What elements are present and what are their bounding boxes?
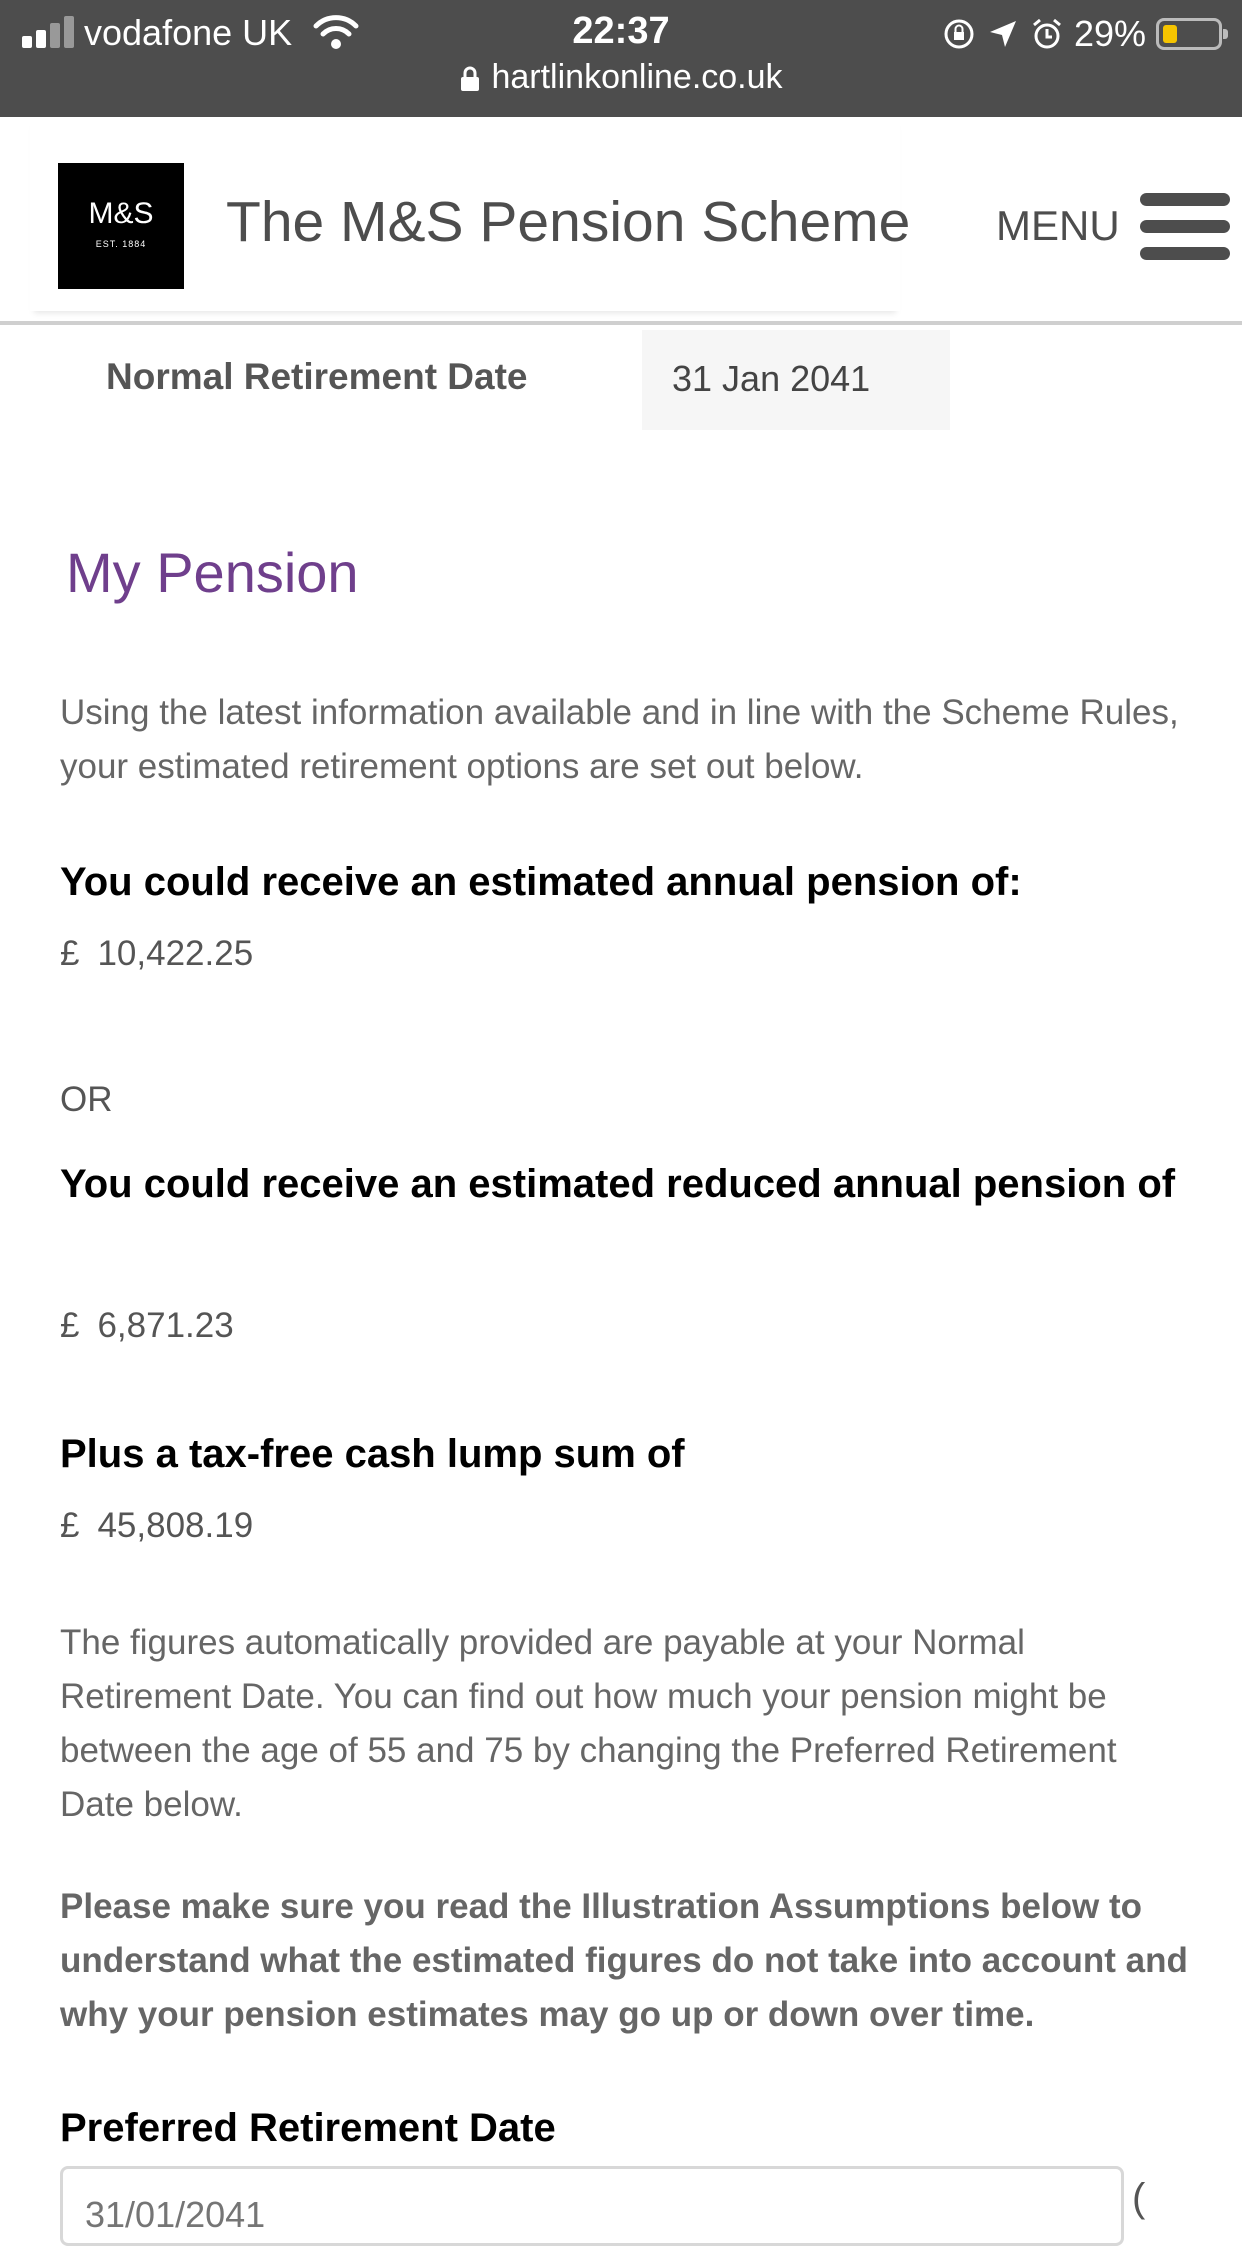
intro-text: Using the latest information available and in line with the Scheme Rules, your estimated retirement options are set out below.	[60, 693, 1179, 786]
site-header	[0, 117, 1242, 325]
reduced-pension-heading: You could receive an estimated reduced annual pension of	[60, 1162, 1176, 1206]
url-text: hartlinkonline.co.uk	[491, 58, 783, 96]
lump-sum-amount	[60, 1506, 253, 1546]
currency-symbol: £	[60, 1306, 80, 1345]
carrier-name: vodafone UK	[84, 12, 293, 53]
page-title: My Pension	[66, 541, 359, 604]
brand-title: The M&S Pension Scheme	[226, 190, 911, 254]
currency-symbol: £	[60, 1506, 80, 1545]
alarm-icon	[1030, 17, 1064, 51]
annual-pension-heading: You could receive an estimated annual pension of:	[60, 860, 1022, 904]
annual-pension-value: 10,422.25	[97, 934, 254, 973]
address-bar[interactable]	[0, 58, 1242, 97]
currency-symbol: £	[60, 934, 80, 973]
figures-note: The figures automatically provided are payable at your Normal Retirement Date. You can find out how much your pension might be between the age of 55 and 75 by changing the Preferred Retirement Date below.	[60, 1623, 1117, 1824]
rotation-lock-icon	[942, 17, 976, 51]
status-bar	[0, 0, 1242, 117]
reduced-pension-value: 6,871.23	[97, 1306, 234, 1345]
ms-logo[interactable]: M&S EST. 1884	[58, 163, 184, 289]
battery-percent: 29%	[1073, 13, 1146, 54]
clock: 22:37	[572, 10, 670, 52]
annual-pension-amount	[60, 934, 253, 974]
lump-sum-heading: Plus a tax-free cash lump sum of	[60, 1432, 685, 1476]
location-arrow-icon	[986, 17, 1020, 51]
normal-retirement-date-value: 31 Jan 2041	[672, 358, 871, 399]
lock-icon	[459, 65, 481, 93]
lump-sum-value: 45,808.19	[97, 1506, 254, 1545]
preferred-retirement-date-input[interactable]	[60, 2166, 1124, 2246]
normal-retirement-date-field	[642, 330, 950, 430]
menu-label[interactable]: MENU	[996, 202, 1120, 249]
date-picker-trailing-text: (	[1132, 2176, 1146, 2220]
reduced-pension-amount	[60, 1306, 234, 1346]
preferred-retirement-date-label: Preferred Retirement Date	[60, 2106, 556, 2150]
or-separator: OR	[60, 1080, 113, 1119]
assumptions-note: Please make sure you read the Illustration Assumptions below to understand what the estimated figures do not take into account and why your pension estimates may go up or down over time.	[60, 1887, 1188, 2034]
battery-icon	[1156, 18, 1222, 50]
normal-retirement-date-label: Normal Retirement Date	[106, 356, 528, 397]
hamburger-menu-icon[interactable]	[1140, 193, 1230, 274]
